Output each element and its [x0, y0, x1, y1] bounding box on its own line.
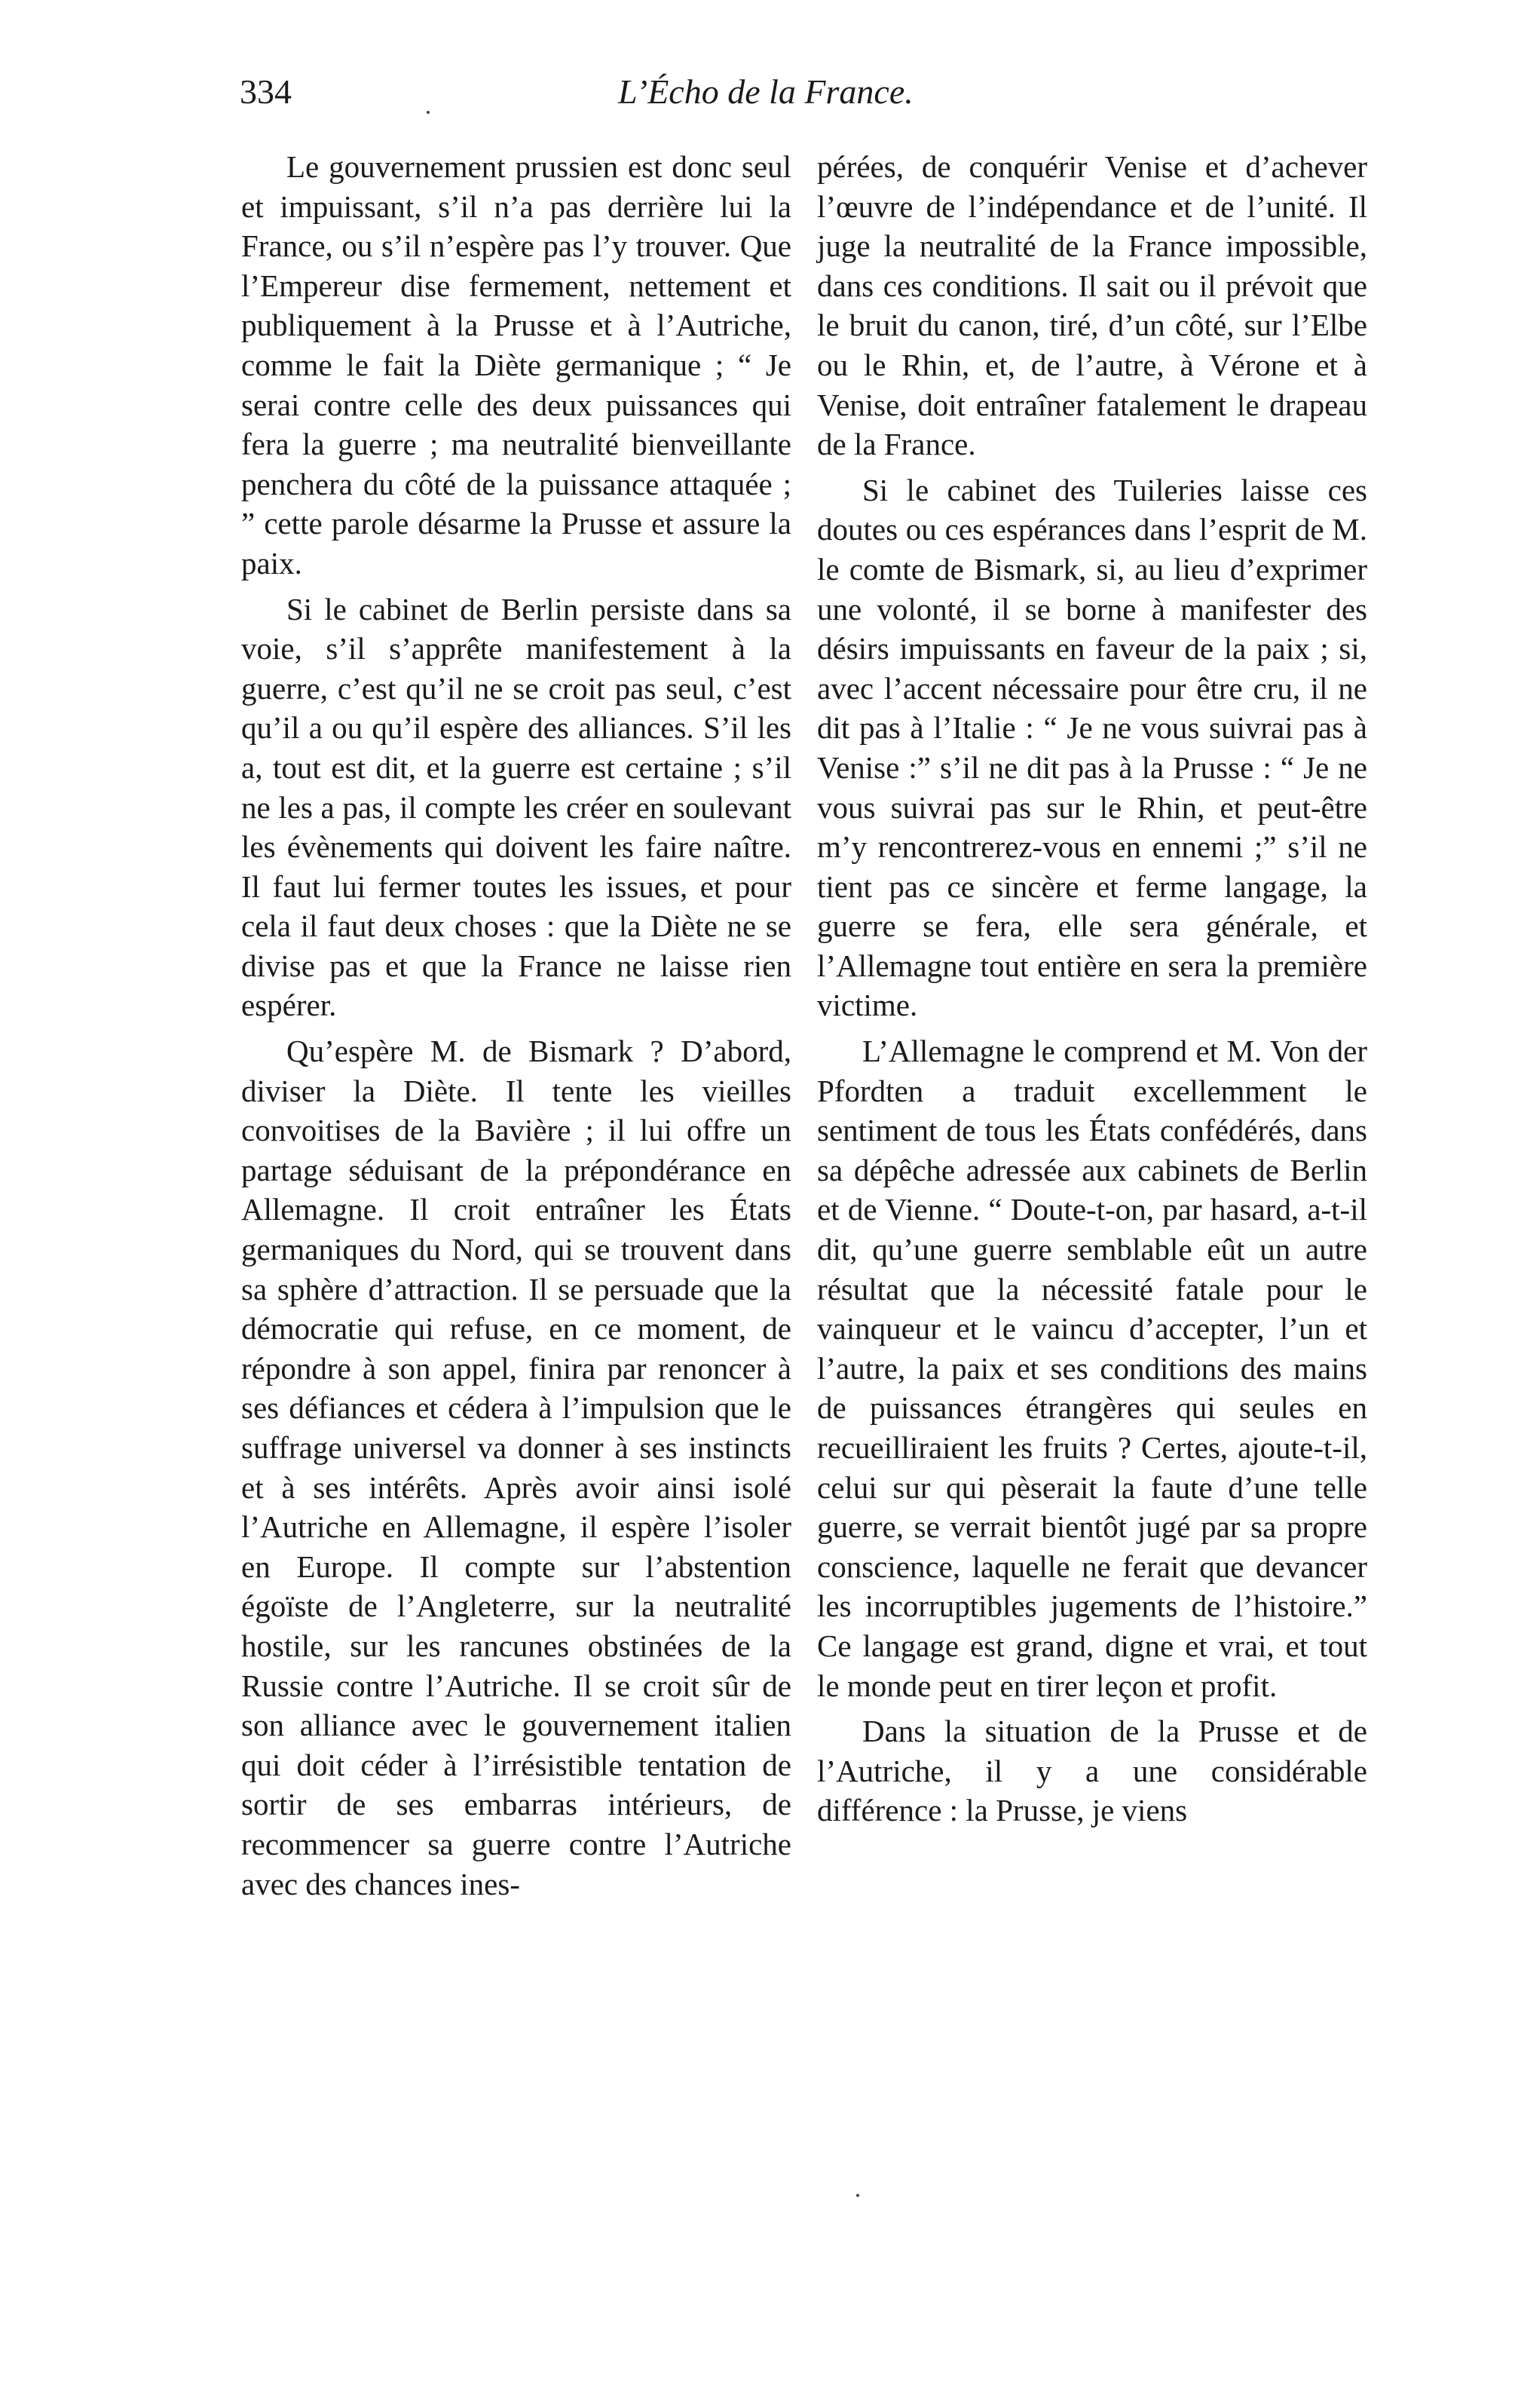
- paragraph-continued: pérées, de conquérir Venise et d’achever l’œuvre de l’indépendance et de l’unité. Il juge la neutralité de la France impossible, dans ces conditions. Il sait ou il prévoit que le bruit du canon, tiré, d’un côté, sur l’Elbe ou le Rhin, et, de l’autre, à Vérone et à Venise, doit entraîner fatalement le drapeau de la France.: [817, 149, 1367, 462]
- right-column: [817, 147, 1367, 1831]
- print-speck: [427, 111, 430, 114]
- page-number: 334: [240, 72, 292, 111]
- paragraph: Si le cabinet des Tuileries laisse ces doutes ou ces espérances dans l’esprit de M. le comte de Bismark, si, au lieu d’exprimer une volonté, il se borne à manifester des désirs impuissants en faveur de la paix ; si, avec l’accent nécessaire pour être cru, il ne dit pas à l’Italie : “ Je ne vous suivrai pas à Venise :” s’il ne dit pas à la Prusse : “ Je ne vous suivrai pas sur le Rhin, et peut-être m’y rencontrerez-vous en ennemi ;” s’il ne tient pas ce sincère et ferme langage, la guerre se fera, elle sera générale, et l’Allemagne tout entière en sera la première victime.: [817, 472, 1367, 1023]
- left-column: [241, 147, 791, 1904]
- paragraph: Le gouvernement prussien est donc seul et impuissant, s’il n’a pas derrière lui la France, ou s’il n’espère pas l’y trouver. Que l’Empereur dise fermement, nettement et publiquement à la Prusse et à l’Autriche, comme le fait la Diète germanique ; “ Je serai contre celle des deux puissances qui fera la guerre ; ma neutralité bienveillante penchera du côté de la puissance attaquée ; ” cette parole désarme la Prusse et assure la paix.: [241, 149, 791, 581]
- paragraph: Dans la situation de la Prusse et de l’Autriche, il y a une considérable différence : la Prusse, je viens: [817, 1714, 1367, 1828]
- paragraph: L’Allemagne le comprend et M. Von der Pfordten a traduit excellemment le sentiment de tous les États confédérés, dans sa dépêche adressée aux cabinets de Berlin et de Vienne. “ Doute-t-on, par hasard, a-t-il dit, qu’une guerre semblable eût un autre résultat que la nécessité fatale pour le vainqueur et le vaincu d’accepter, l’un et l’autre, la paix et ses conditions des mains de puissances étrangères qui seules en recueilliraient les fruits ? Certes, ajoute-t-il, celui sur qui pèserait la faute d’une telle guerre, se verrait bientôt jugé par sa propre conscience, laquelle ne ferait que devancer les incorruptibles jugements de l’histoire.” Ce langage est grand, digne et vrai, et tout le monde peut en tirer leçon et profit.: [817, 1034, 1367, 1703]
- print-speck: [856, 2194, 859, 2197]
- paragraph: Si le cabinet de Berlin persiste dans sa voie, s’il s’apprête manifestement à la guerre, c’est qu’il ne se croit pas seul, c’est qu’il a ou qu’il espère des alliances. S’il les a, tout est dit, et la guerre est certaine ; s’il ne les a pas, il compte les créer en soulevant les évènements qui doivent les faire naître. Il faut lui fermer toutes les issues, et pour cela il faut deux choses : que la Diète ne se divise pas et que la France ne laisse rien espérer.: [241, 591, 791, 1023]
- paragraph: Qu’espère M. de Bismark ? D’abord, diviser la Diète. Il tente les vieilles convoitises de la Bavière ; il lui offre un partage séduisant de la prépondérance en Allemagne. Il croit entraîner les États germaniques du Nord, qui se trouvent dans sa sphère d’attraction. Il se persuade que la démocratie qui refuse, en ce moment, de répondre à son appel, finira par renoncer à ses défiances et cédera à l’impulsion que le suffrage universel va donner à ses instincts et à ses intérêts. Après avoir ainsi isolé l’Autriche en Allemagne, il espère l’isoler en Europe. Il compte sur l’abstention égoïste de l’Angleterre, sur la neutralité hostile, sur les rancunes obstinées de la Russie contre l’Autriche. Il se croit sûr de son alliance avec le gouvernement italien qui doit céder à l’irrésistible tentation de sortir de ses embarras intérieurs, de recommencer sa guerre contre l’Autriche avec des chances ines-: [241, 1034, 791, 1901]
- running-title: L’Écho de la France.: [618, 72, 914, 111]
